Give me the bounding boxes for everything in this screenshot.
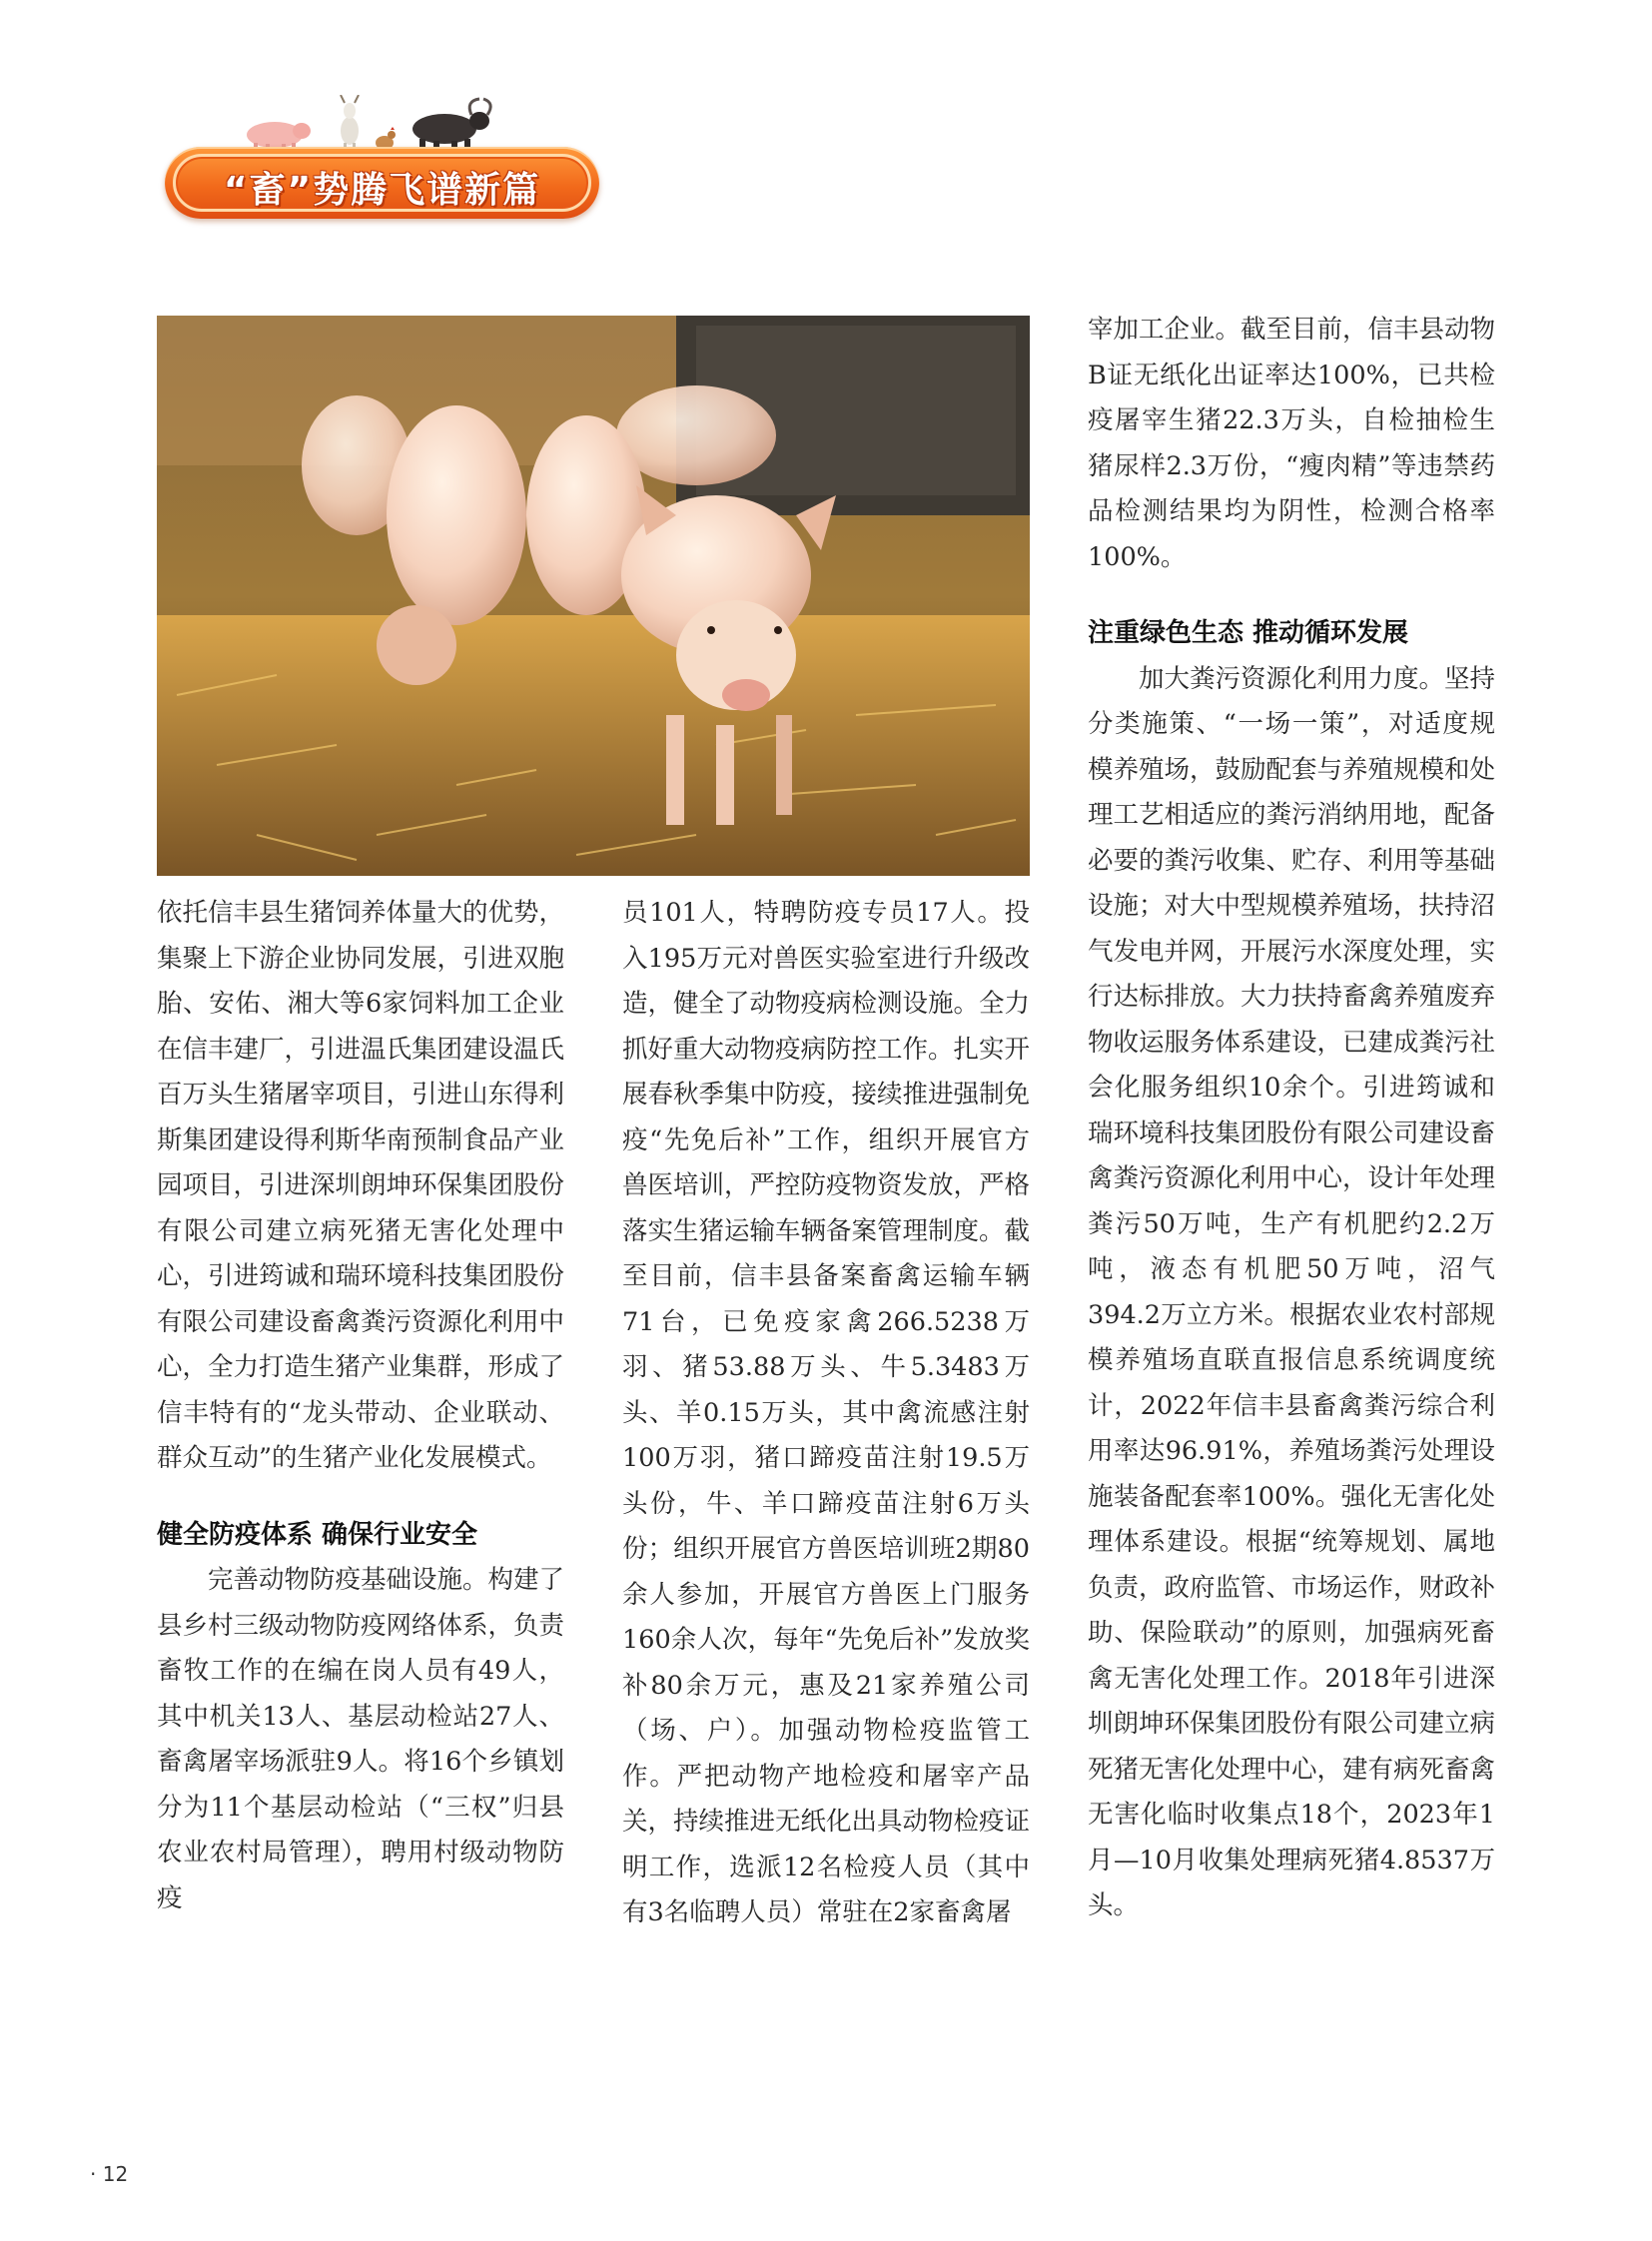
column-middle (622, 891, 1030, 1936)
piglets-illustration (157, 316, 1030, 876)
paragraph: 加大粪污资源化利用力度。坚持分类施策、“一场一策”，对适度规模养殖场，鼓励配套与养殖规模和处理工艺相适应的粪污消纳用地，配备必要的粪污收集、贮存、利用等基础设施；对大中型规模养殖场，扶持沼气发电并网，开展污水深度处理，实行达标排放。大力扶持畜禽养殖废弃物收运服务体系建设，已建成粪污社会化服务组织10余个。引进筠诚和瑞环境科技集团股份有限公司建设畜禽粪污资源化利用中心，设计年处理粪污50万吨，生产有机肥约2.2万吨，液态有机肥50万吨，沼气394.2万立方米。根据农业农村部规模养殖场直联直报信息系统调度统计，2022年信丰县畜禽粪污综合利用率达96.91%，养殖场粪污处理设施装备配套率100%。强化无害化处理体系建设。根据“统筹规划、属地负责，政府监管、市场运作，财政补助、保险联动”的原则，加强病死畜禽无害化处理工作。2018年引进深圳朗坤环保集团股份有限公司建立病死猪无害化处理中心，建有病死畜禽无害化临时收集点18个，2023年1月—10月收集处理病死猪4.8537万头。 (1088, 663, 1496, 1920)
column-left (157, 891, 564, 1921)
section-banner (165, 147, 599, 219)
section-heading-green-ecology: 注重绿色生态 推动循环发展 (1088, 618, 1409, 648)
paragraph: 完善动物防疫基础设施。构建了县乡村三级动物防疫网络体系，负责畜牧工作的在编在岗人员有49人，其中机关13人、基层动检站27人、畜禽屠宰场派驻9人。将16个乡镇划分为11个基层动检站（“三权”归县农业农村局管理），聘用村级动物防疫 (157, 1565, 565, 1913)
page-number: · 12 (90, 2162, 129, 2186)
banner-title: “畜”势腾飞谱新篇 (223, 170, 541, 211)
paragraph: 员101人，特聘防疫专员17人。投入195万元对兽医实验室进行升级改造，健全了动物疫病检测设施。全力抓好重大动物疫病防控工作。扎实开展春秋季集中防疫，接续推进强制免疫“先免后补”工作，组织开展官方兽医培训，严控防疫物资发放，严格落实生猪运输车辆备案管理制度。截至目前，信丰县备案畜禽运输车辆71台，已免疫家禽266.5238万羽、猪53.88万头、牛5.3483万头、羊0.15万头，其中禽流感注射100万羽，猪口蹄疫苗注射19.5万头份，牛、羊口蹄疫苗注射6万头份；组织开展官方兽医培训班2期80余人参加，开展官方兽医上门服务160余人次，每年“先免后补”发放奖补80余万元，惠及21家养殖公司（场、户）。加强动物检疫监管工作。严把动物产地检疫和屠宰产品关，持续推进无纸化出具动物检疫证明工作，选派12名检疫人员（其中有3名临聘人员）常驻在2家畜禽屠 (622, 898, 1031, 1927)
paragraph: 宰加工企业。截至目前，信丰县动物B证无纸化出证率达100%，已共检疫屠宰生猪22.3万头，自检抽检生猪尿样2.3万份，“瘦肉精”等违禁药品检测结果均为阴性，检测合格率100%。 (1088, 315, 1496, 572)
piglets-photo (157, 316, 1030, 876)
paragraph: 依托信丰县生猪饲养体量大的优势，集聚上下游企业协同发展，引进双胞胎、安佑、湘大等6家饲料加工企业在信丰建厂，引进温氏集团建设温氏百万头生猪屠宰项目，引进山东得利斯集团建设得利斯华南预制食品产业园项目，引进深圳朗坤环保集团股份有限公司建立病死猪无害化处理中心，引进筠诚和瑞环境科技集团股份有限公司建设畜禽粪污资源化利用中心，全力打造生猪产业集群，形成了信丰特有的“龙头带动、企业联动、群众互动”的生猪产业化发展模式。 (157, 898, 565, 1473)
section-heading-epidemic-prevention: 健全防疫体系 确保行业安全 (157, 1519, 478, 1550)
column-right (1088, 308, 1495, 1929)
goat-icon (341, 95, 359, 155)
